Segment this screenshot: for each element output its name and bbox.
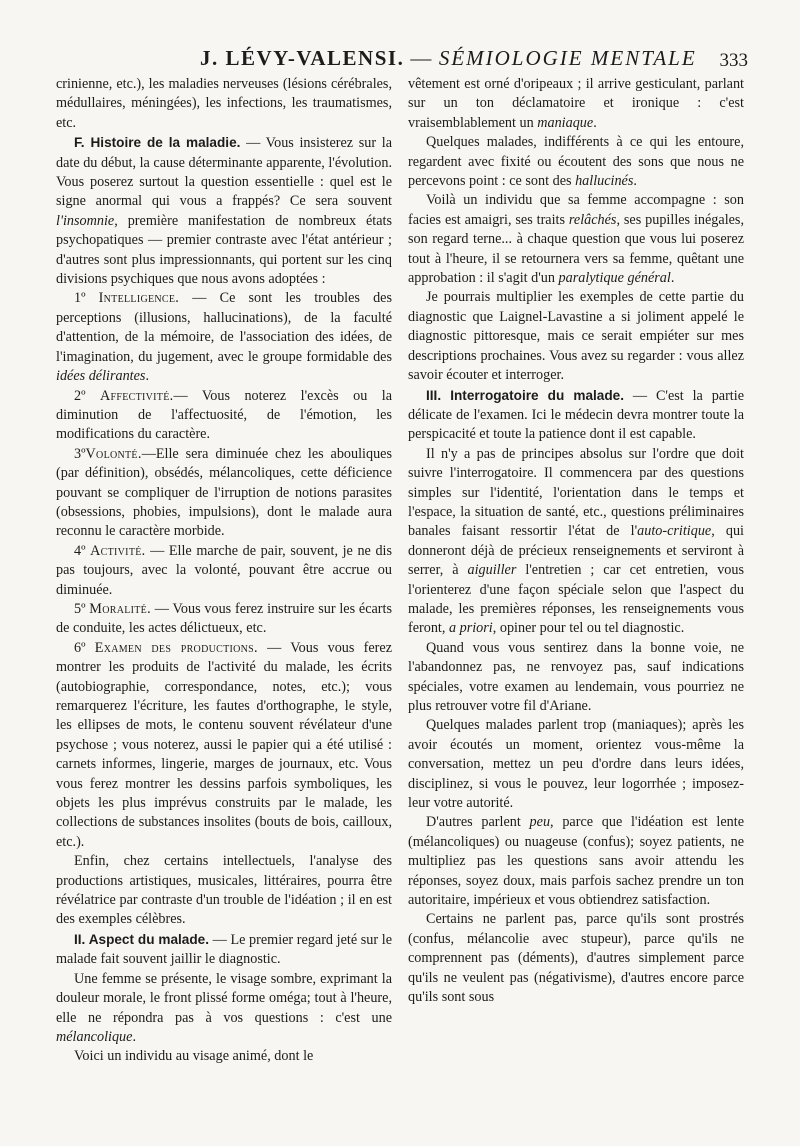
item-moralite: 5º Moralité. — Vous vous ferez instruire sur les écarts de conduite, les actes délictueux, etc.	[56, 600, 392, 637]
section-heading: F. Histoire de la maladie.	[74, 135, 241, 151]
paragraph: Quelques malades, indifférents à ce qui les entoure, regardent avec fixité ou écoutent des sons que nous ne percevons point : ce sont des hallucinés.	[408, 134, 744, 190]
paragraph: Je pourrais multiplier les exemples de cette partie du diagnostic que Laignel-Lavastine a si joliment appelé le diagnostic pittoresque, mais ce serait empiéter sur mes descriptions prochaines. Vous avez su regarder : vous allez savoir écouter et interroger.	[408, 289, 744, 384]
page-number: 333	[719, 50, 748, 71]
item-label: Moralité.	[89, 600, 151, 617]
item-examen-productions: 6º Examen des productions. — Vous vous ferez montrer les produits de l'activité du malade, les écrits (autobiographie, correspondance, notes, etc.); vous remarquerez l'écriture, les fautes d'orthographe, le style, les ellipses de mots, le contenu souvent révélateur d'une psychose ; vous noterez, aussi le papier qui a été utilisé : carnets informes, lingerie, marges de journaux, etc. Vous vous ferez montrer les dessins parfois symboliques, les objets les plus imprévus construits par le malade, les collections de substances insolites (bouts de bois, cailloux, etc.).	[56, 639, 392, 850]
right-column	[408, 75, 744, 1120]
running-head	[200, 46, 697, 71]
paragraph: Voilà un individu que sa femme accompagne : son facies est amaigri, ses traits relâchés, ses pupilles inégales, son regard terne... à chaque question que vous lui poserez tout à l'heure, il se retournera vers sa femme, quêtant une approbation : il s'agit d'un paralytique général.	[408, 192, 744, 287]
item-affectivite: 2º Affectivité.— Vous noterez l'excès ou la diminution de l'affectuosité, de l'émotion, les modifications du caractère.	[56, 387, 392, 443]
paragraph: Certains ne parlent pas, parce qu'ils sont prostrés (confus, mélancolie avec stupeur), parce qu'ils ne comprennent pas (déments), d'autres simplement parce qu'ils ne veulent pas (négativisme), d'autres encore parce qu'ils sont sous	[408, 911, 744, 1006]
running-head-author: J. LÉVY-VALENSI.	[200, 46, 405, 70]
section-heading: III. Interrogatoire du malade.	[426, 387, 625, 403]
paragraph: Voici un individu au visage animé, dont le	[74, 1048, 314, 1065]
item-intelligence: 1º Intelligence. — Ce sont les troubles des perceptions (illusions, hallucinations), de la faculté d'attention, de la mémoire, de l'association des idées, de l'imagination, du jugement, avec le groupe formidable des idées délirantes.	[56, 290, 392, 385]
item-activite: 4º Activité. — Elle marche de pair, souvent, je ne dis pas toujours, avec la volonté, pouvant être accrue ou diminuée.	[56, 542, 393, 598]
section-history: F. Histoire de la maladie. — Vous insisterez sur la date du début, la cause déterminante apparente, l'évolution. Vous poserez surtout la question essentielle : quel est le signe anormal qui vous a frappés? Ce sera souvent l'insomnie, première manifestation de nombreux états psychopatiques — premier contraste avec l'état antérieur ; d'autres sont plus impressionnants, qui portent sur les cinq divisions psychiques que nous avons adoptées :	[56, 135, 392, 288]
running-head-separator: —	[410, 46, 433, 70]
page-body	[56, 75, 744, 1120]
item-label: Activité.	[90, 542, 146, 559]
section-aspect: II. Aspect du malade. — Le premier regard jeté sur le malade fait souvent jaillir le diagnostic.	[56, 931, 392, 968]
item-label: Volonté.	[85, 445, 142, 462]
item-volonte: 3ºVolonté.—Elle sera diminuée chez les abouliques (par définition), obsédés, mélancoliques, cette déficience pouvant se compliquer de l'irruption de notions parasites (obsessions, phobies, impulsions), dont le malade aura reconnu le caractère morbide.	[56, 445, 392, 540]
left-column	[56, 75, 392, 1120]
paragraph: vêtement est orné d'oripeaux ; il arrive gesticulant, parlant sur un ton déclamatoire et ironique : c'est vraisemblablement un maniaque.	[408, 76, 744, 131]
paragraph: Quelques malades parlent trop (maniaques); après les avoir écoutés un moment, orientez vous-même la conversation, mettez un peu d'ordre dans leurs idées, disciplinez, si vous le pouvez, leur logorrhée ; imposez-leur votre autorité.	[408, 717, 744, 812]
paragraph: crinienne, etc.), les maladies nerveuses (lésions cérébrales, médullaires, méningées), les infections, les traumatismes, etc.	[56, 76, 392, 131]
section-interrogatoire: III. Interrogatoire du malade. — C'est la partie délicate de l'examen. Ici le médecin devra montrer toute la perspicacité et toute la patience dont il est capable.	[408, 387, 744, 443]
paragraph: Une femme se présente, le visage sombre, exprimant la douleur morale, le front plissé forme oméga; tout à l'heure, elle ne répondra pas à vos questions : c'est une mélancolique.	[56, 970, 392, 1045]
running-header	[60, 38, 748, 78]
item-label: Intelligence.	[98, 290, 180, 307]
paragraph: Enfin, chez certains intellectuels, l'analyse des productions artistiques, musicales, littéraires, pourra être révélatrice par contraste d'un trouble de l'idéation ; il en est des exemples célèbres.	[56, 853, 392, 928]
item-label: Affectivité.	[99, 387, 174, 404]
section-heading: II. Aspect du malade.	[74, 931, 209, 947]
paragraph: Il n'y a pas de principes absolus sur l'ordre que doit suivre l'interrogatoire. Il commencera par des questions simples sur l'identité, l'orientation dans le temps et l'espace, la situation de santé, etc., questions préliminaires banales faisant ressortir l'état de l'auto-critique, qui donneront déjà de précieux renseignements et serviront à serrer, à aiguiller l'entretien ; car cet entretien, vous l'orienterez d'une façon spéciale selon que l'aspect du malade, les premières réponses, les renseignements vous feront, a priori, opiner pour tel ou tel diagnostic.	[408, 445, 744, 637]
item-label: Examen des productions.	[94, 639, 258, 656]
running-head-title: SÉMIOLOGIE MENTALE	[438, 46, 697, 70]
paragraph: D'autres parlent peu, parce que l'idéation est lente (mélancoliques) ou nuageuse (confus); soyez patients, ne multipliez pas les questions sans avoir attendu les réponses, soyez doux, mais parfois sachez prendre un ton autoritaire, impérieux et vous obtiendrez satisfaction.	[408, 814, 744, 909]
paragraph: Quand vous vous sentirez dans la bonne voie, ne l'abandonnez pas, ne renvoyez pas, sauf indications spéciales, votre examen au lendemain, vous pourriez ne plus retrouver votre fil d'Ariane.	[408, 639, 744, 714]
